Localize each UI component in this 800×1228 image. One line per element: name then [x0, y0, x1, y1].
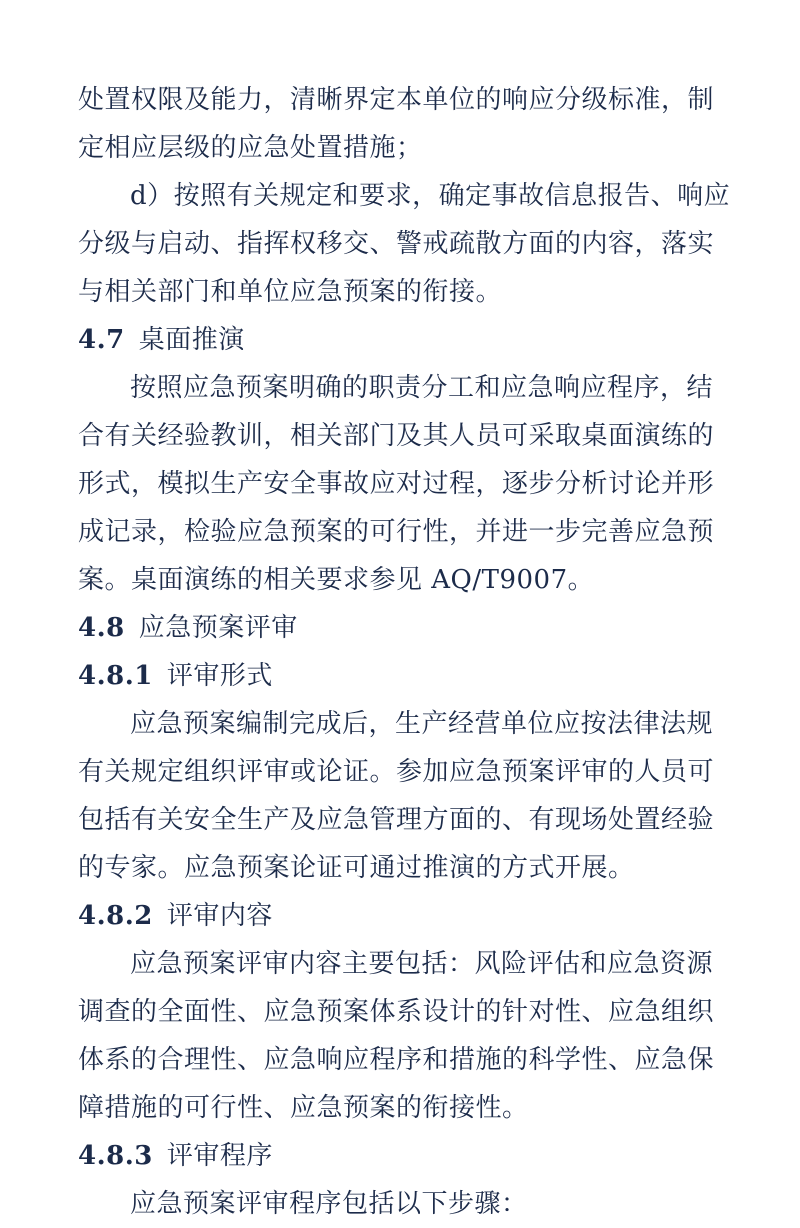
paragraph-line: 应急预案评审内容主要包括：风险评估和应急资源 — [130, 949, 714, 979]
section-title: 评审内容 — [166, 901, 273, 931]
document-page — [78, 76, 731, 1228]
paragraph-line: 成记录，检验应急预案的可行性，并进一步完善应急预 — [78, 517, 715, 547]
paragraph-line: 有关规定组织评审或论证。参加应急预案评审的人员可 — [78, 757, 715, 787]
section-heading-4-8-3 — [78, 1132, 728, 1180]
section-title: 桌面推演 — [138, 325, 245, 355]
paragraph-line: 案。桌面演练的相关要求参见 AQ/T9007。 — [78, 565, 595, 595]
paragraph-line: 定相应层级的应急处置措施； — [78, 133, 423, 163]
section-heading-4-7 — [78, 316, 728, 364]
paragraph-line: 分级与启动、指挥权移交、警戒疏散方面的内容，落实 — [78, 229, 715, 259]
paragraph-line: 调查的全面性、应急预案体系设计的针对性、应急组织 — [78, 997, 715, 1027]
section-heading-4-8-2 — [78, 892, 728, 940]
paragraph-line: 应急预案编制完成后，生产经营单位应按法律法规 — [130, 709, 714, 739]
paragraph-line: 应急预案评审程序包括以下步骤： — [130, 1189, 528, 1219]
list-item-d: d）按照有关规定和要求，确定事故信息报告、响应 — [130, 181, 731, 211]
paragraph-line: 处置权限及能力，清晰界定本单位的响应分级标准，制 — [78, 85, 715, 115]
section-number: 4.8 — [78, 613, 125, 643]
paragraph-line: 的专家。应急预案论证可通过推演的方式开展。 — [78, 853, 635, 883]
section-number: 4.8.3 — [78, 1141, 153, 1171]
section-number: 4.8.1 — [78, 661, 153, 691]
paragraph-line: 形式，模拟生产安全事故应对过程，逐步分析讨论并形 — [78, 469, 715, 499]
paragraph-line: 障措施的可行性、应急预案的衔接性。 — [78, 1093, 529, 1123]
paragraph-line: 合有关经验教训，相关部门及其人员可采取桌面演练的 — [78, 421, 715, 451]
paragraph-line: 体系的合理性、应急响应程序和措施的科学性、应急保 — [78, 1045, 715, 1075]
section-heading-4-8 — [78, 604, 728, 652]
section-title: 评审形式 — [166, 661, 273, 691]
paragraph-line: 按照应急预案明确的职责分工和应急响应程序，结 — [130, 373, 714, 403]
section-number: 4.8.2 — [78, 901, 153, 931]
paragraph-line: 与相关部门和单位应急预案的衔接。 — [78, 277, 503, 307]
section-heading-4-8-1 — [78, 652, 728, 700]
section-title: 评审程序 — [166, 1141, 273, 1171]
section-number: 4.7 — [78, 325, 125, 355]
section-title: 应急预案评审 — [138, 613, 298, 643]
paragraph-line: 包括有关安全生产及应急管理方面的、有现场处置经验 — [78, 805, 715, 835]
